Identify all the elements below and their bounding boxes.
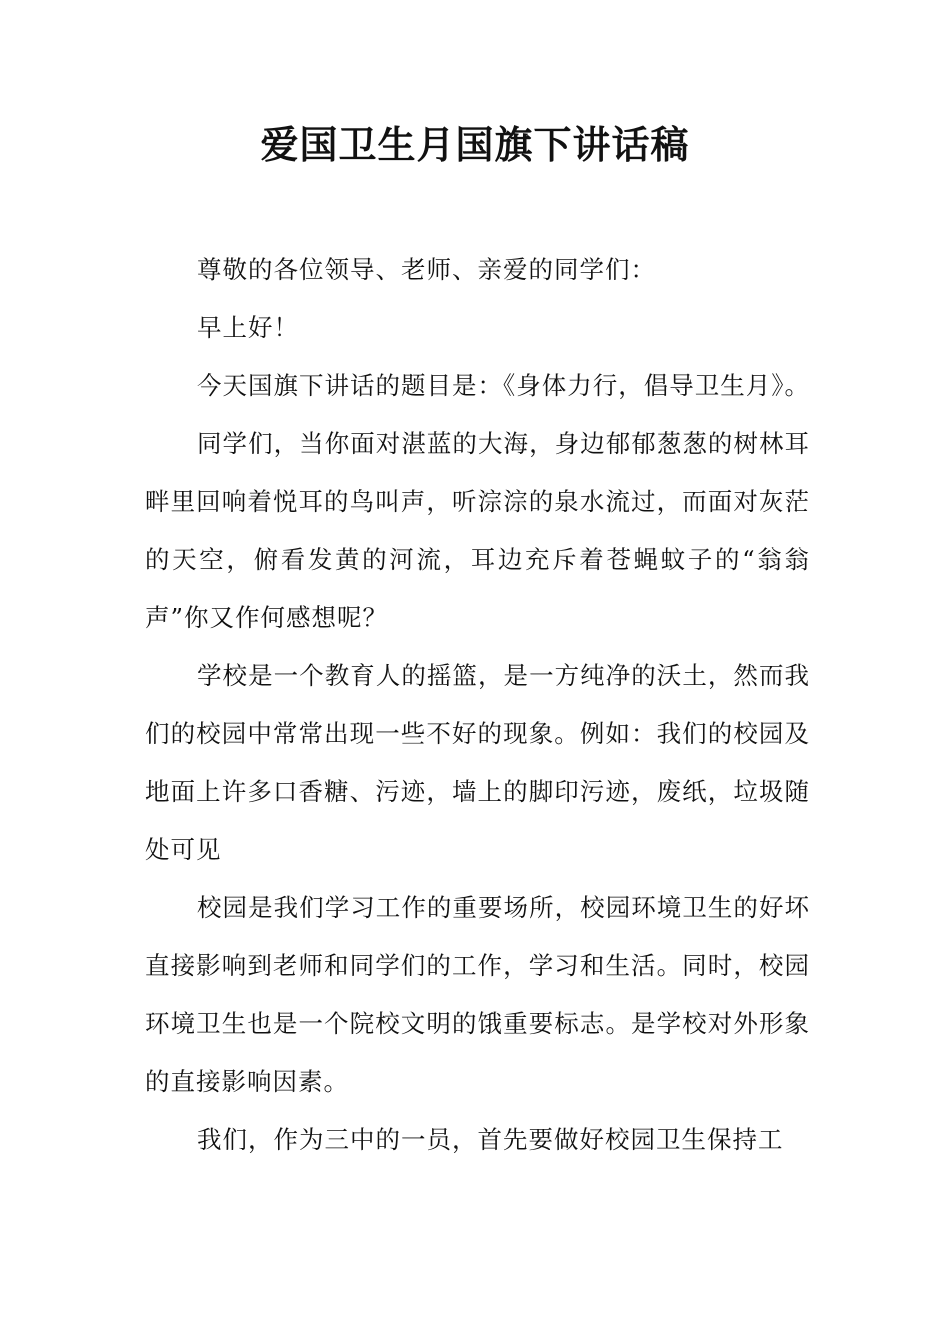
paragraph-school-problems: 学校是一个教育人的摇篮，是一方纯净的沃土，然而我们的校园中常常出现一些不好的现象。例如：我们的校园及地面上许多口香糖、污迹，墙上的脚印污迹，废纸，垃圾随处可见 xyxy=(145,661,810,864)
document-body xyxy=(145,241,810,1169)
paragraph-our-duty: 我们，作为三中的一员，首先要做好校园卫生保持工 xyxy=(197,1125,784,1154)
document-title: 爱国卫生月国旗下讲话稿 xyxy=(260,122,690,167)
paragraph-contrast: 同学们，当你面对湛蓝的大海，身边郁郁葱葱的树林耳畔里回响着悦耳的鸟叫声，听淙淙的泉水流过，而面对灰茫的天空，俯看发黄的河流，耳边充斥着苍蝇蚊子的“翁翁声”你又作何感想呢？ xyxy=(145,429,810,632)
paragraph-salutation: 尊敬的各位领导、老师、亲爱的同学们： xyxy=(197,255,656,284)
paragraph-topic: 今天国旗下讲话的题目是：《身体力行，倡导卫生月》。 xyxy=(197,371,810,400)
paragraph-campus-importance: 校园是我们学习工作的重要场所，校园环境卫生的好坏直接影响到老师和同学们的工作，学习和生活。同时，校园环境卫生也是一个院校文明的饿重要标志。是学校对外形象的直接影响因素。 xyxy=(145,893,810,1096)
paragraph-greeting: 早上好！ xyxy=(197,313,299,342)
